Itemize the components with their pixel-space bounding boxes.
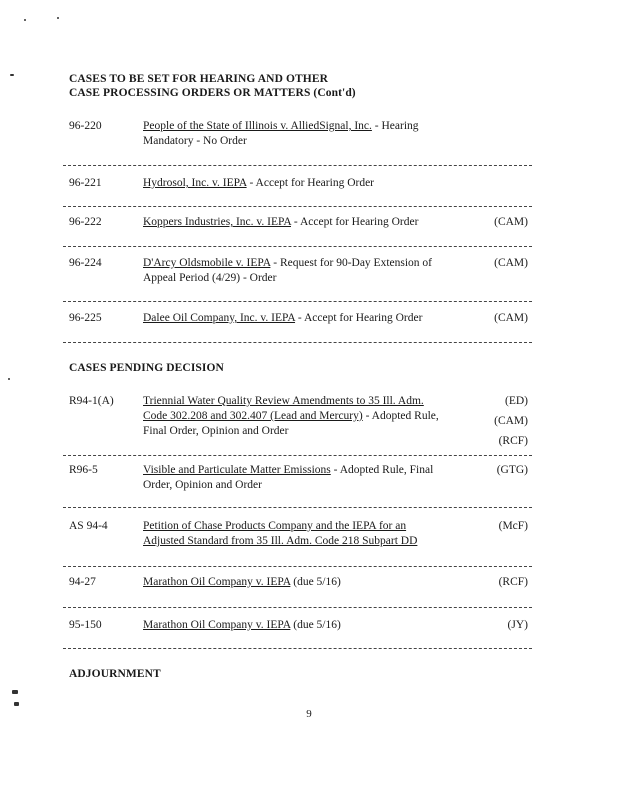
- case-number: R94-1(A): [69, 395, 114, 407]
- case-description: [143, 215, 473, 230]
- case-tag: (CAM): [494, 312, 528, 324]
- divider: [63, 507, 532, 508]
- case-number: R96-5: [69, 464, 98, 476]
- divider: [63, 206, 532, 207]
- case-title: D'Arcy Oldsmobile v. IEPA: [143, 257, 271, 269]
- case-number: 96-220: [69, 120, 102, 132]
- case-title: Visible and Particulate Matter Emissions: [143, 464, 331, 476]
- case-action-line2: Order, Opinion and Order: [143, 479, 262, 491]
- case-title: Marathon Oil Company v. IEPA: [143, 576, 291, 588]
- case-title-line2: Code 302.208 and 302.407 (Lead and Mercury): [143, 410, 363, 422]
- scan-speck: [12, 690, 18, 694]
- case-tag: (McF): [498, 520, 528, 532]
- case-action-line2: Appeal Period (4/29) - Order: [143, 272, 277, 284]
- case-tag: (RCF): [498, 435, 528, 447]
- case-title: Hydrosol, Inc. v. IEPA: [143, 177, 247, 189]
- divider: [63, 566, 532, 567]
- case-number: 95-150: [69, 619, 102, 631]
- case-description: [143, 119, 473, 149]
- divider: [63, 301, 532, 302]
- case-number: 96-224: [69, 257, 102, 269]
- divider: [63, 607, 532, 608]
- case-action: - Request for 90-Day Extension of: [270, 257, 433, 269]
- divider: [63, 342, 532, 343]
- case-description: [143, 176, 473, 191]
- case-number: 94-27: [69, 576, 96, 588]
- scan-speck: [14, 702, 19, 706]
- case-description: [143, 575, 473, 590]
- case-title: Dalee Oil Company, Inc. v. IEPA: [143, 312, 296, 324]
- case-number: 96-221: [69, 177, 102, 189]
- section-heading: CASES TO BE SET FOR HEARING AND OTHER: [69, 73, 329, 85]
- case-number: AS 94-4: [69, 520, 108, 532]
- scan-speck: [24, 19, 26, 21]
- scan-speck: [8, 378, 10, 380]
- divider: [63, 455, 532, 456]
- case-action: - Hearing: [371, 120, 419, 132]
- case-description: [143, 618, 473, 633]
- divider: [63, 246, 532, 247]
- case-title: Petition of Chase Products Company and the IEPA for an: [143, 520, 407, 532]
- case-description: [143, 311, 473, 326]
- case-action: (due 5/16): [290, 576, 341, 588]
- case-number: 96-225: [69, 312, 102, 324]
- scan-speck: [10, 74, 14, 76]
- divider: [63, 648, 532, 649]
- case-title: Marathon Oil Company v. IEPA: [143, 619, 291, 631]
- case-title-line2: Adjusted Standard from 35 Ill. Adm. Code 218 Subpart DD: [143, 535, 418, 547]
- case-title: People of the State of Illinois v. AlliedSignal, Inc.: [143, 120, 372, 132]
- case-tag: (RCF): [498, 576, 528, 588]
- case-description: [143, 394, 473, 439]
- section-heading: ADJOURNMENT: [69, 668, 161, 680]
- page-number: 9: [306, 708, 312, 720]
- case-action-line2: Mandatory - No Order: [143, 135, 247, 147]
- case-action: - Accept for Hearing Order: [246, 177, 375, 189]
- case-tag: (JY): [507, 619, 528, 631]
- case-tag: (CAM): [494, 257, 528, 269]
- section-heading-continued: CASE PROCESSING ORDERS OR MATTERS (Cont'd): [69, 87, 356, 99]
- case-action-line2: Final Order, Opinion and Order: [143, 425, 289, 437]
- case-title: Triennial Water Quality Review Amendments to 35 Ill. Adm.: [143, 395, 424, 407]
- case-description: [143, 519, 473, 549]
- scan-speck: [57, 17, 59, 19]
- case-tag: (ED): [505, 395, 528, 407]
- case-tag: (GTG): [496, 464, 528, 476]
- case-tag: (CAM): [494, 415, 528, 427]
- case-action: (due 5/16): [290, 619, 341, 631]
- case-title: Koppers Industries, Inc. v. IEPA: [143, 216, 291, 228]
- case-description: [143, 256, 473, 286]
- case-tag: (CAM): [494, 216, 528, 228]
- case-number: 96-222: [69, 216, 102, 228]
- divider: [63, 165, 532, 166]
- case-description: [143, 463, 473, 493]
- case-action: - Adopted Rule, Final: [330, 464, 434, 476]
- section-heading: CASES PENDING DECISION: [69, 362, 224, 374]
- case-action: - Accept for Hearing Order: [295, 312, 423, 324]
- case-action: - Adopted Rule,: [362, 410, 439, 422]
- case-action: - Accept for Hearing Order: [291, 216, 419, 228]
